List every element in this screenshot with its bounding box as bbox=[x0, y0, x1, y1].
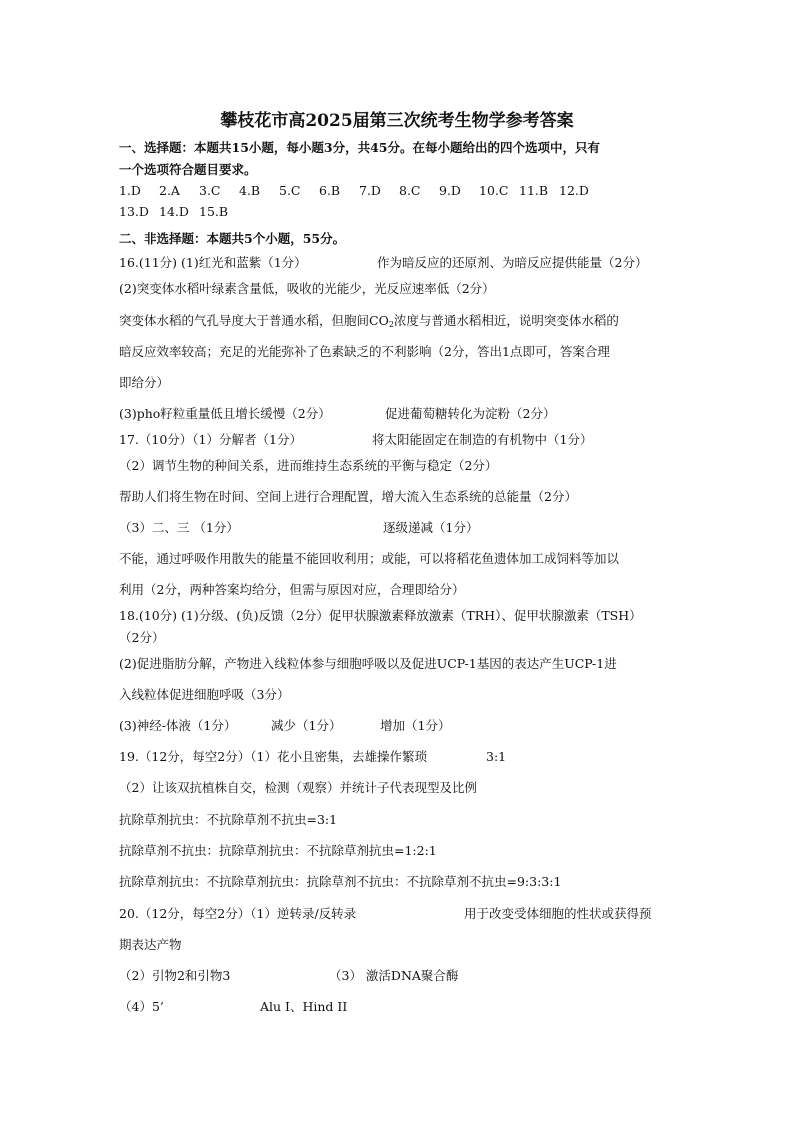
q20-line4 bbox=[119, 999, 348, 1015]
q17-part1-second: 将太阳能固定在制造的有机物中（1分） bbox=[372, 432, 593, 447]
q19-line2: （2）让该双抗植株自交，检测（观察）并统计子代表现型及比例 bbox=[119, 780, 477, 795]
q20-line2: 期表达产物 bbox=[119, 937, 182, 952]
section1-heading-line2: 一个选项符合题目要求。 bbox=[119, 162, 257, 177]
q17-part1: 17.（10分）（1）分解者（1分） bbox=[119, 432, 302, 447]
mcq-answer: 2.A bbox=[159, 183, 180, 198]
q20-part3: （3） 激活DNA聚合酶 bbox=[329, 968, 459, 983]
mcq-answer: 9.D bbox=[439, 183, 461, 198]
co2-subscript: 2 bbox=[388, 320, 394, 329]
q18-line1: 18.(10分) (1)分级、(负)反馈（2分）促甲状腺激素释放激素（TRH）、促甲状腺激素（TSH） bbox=[119, 608, 642, 623]
q16-line6 bbox=[119, 406, 556, 422]
q20-part1: 20.（12分，每空2分）（1）逆转录/反转录 bbox=[119, 906, 357, 921]
q18-line5 bbox=[119, 718, 451, 734]
mcq-answer: 3.C bbox=[199, 183, 221, 198]
mcq-answer: 15.B bbox=[199, 204, 229, 219]
mcq-answer: 5.C bbox=[279, 183, 301, 198]
q19-part1: 19.（12分，每空2分）（1）花小且密集，去雄操作繁琐 bbox=[119, 749, 427, 764]
mcq-answer: 4.B bbox=[239, 183, 261, 198]
q16-part3: (3)pho籽粒重量低且增长缓慢（2分） bbox=[119, 406, 331, 421]
section1-heading-line1: 一、选择题：本题共15小题，每小题3分，共45分。在每小题给出的四个选项中，只有 bbox=[119, 140, 600, 155]
q19-line4: 抗除草剂不抗虫：抗除草剂抗虫：不抗除草剂抗虫=1:2:1 bbox=[119, 843, 437, 858]
q16-part1-second: 作为暗反应的还原剂、为暗反应提供能量（2分） bbox=[377, 255, 648, 270]
q17-line5: 不能，通过呼吸作用散失的能量不能回收利用；或能，可以将稻花鱼遗体加工成饲料等加以 bbox=[119, 551, 620, 566]
q16-line3 bbox=[119, 313, 619, 333]
q19-line5: 抗除草剂抗虫：不抗除草剂抗虫：抗除草剂不抗虫：不抗除草剂不抗虫=9:3:3:1 bbox=[119, 874, 562, 889]
mcq-answer: 6.B bbox=[319, 183, 341, 198]
q16-line3-post: 浓度与普通水稻相近，说明突变体水稻的 bbox=[393, 313, 619, 328]
mcq-answer: 8.C bbox=[399, 183, 421, 198]
q18-line2: （2分） bbox=[119, 630, 165, 645]
q18-part3: (3)神经-体液（1分） bbox=[119, 718, 237, 733]
mcq-answer: 11.B bbox=[519, 183, 549, 198]
q17-line1 bbox=[119, 432, 593, 448]
q16-line3-pre: 突变体水稻的气孔导度大于普通水稻，但胞间CO bbox=[119, 313, 389, 328]
q20-part4: （4）5’ bbox=[119, 999, 164, 1014]
q16-line1 bbox=[119, 255, 648, 271]
q17-part3-second: 逐级递减（1分） bbox=[383, 520, 479, 535]
mcq-answers-row1 bbox=[119, 183, 599, 199]
q17-line4 bbox=[119, 520, 479, 536]
mcq-answer: 13.D bbox=[119, 204, 149, 219]
q16-line5: 即给分） bbox=[119, 375, 170, 390]
q19-line3: 抗除草剂抗虫：不抗除草剂不抗虫=3:1 bbox=[119, 812, 338, 827]
mcq-answer: 10.C bbox=[479, 183, 509, 198]
q20-line1 bbox=[119, 906, 652, 922]
q17-part3: （3）二、三 （1分） bbox=[119, 520, 239, 535]
q18-line3: (2)促进脂肪分解，产物进入线粒体参与细胞呼吸以及促进UCP-1基因的表达产生UCP-1进 bbox=[119, 656, 617, 671]
page-title: 攀枝花市高2025届第三次统考生物学参考答案 bbox=[220, 111, 574, 131]
q19-line1 bbox=[119, 749, 507, 765]
q19-part1-second: 3:1 bbox=[486, 749, 507, 764]
q16-part1: 16.(11分) (1)红光和蓝紫（1分） bbox=[119, 255, 307, 270]
q16-line4: 暗反应效率较高；充足的光能弥补了色素缺乏的不利影响（2分，答出1点即可，答案合理 bbox=[119, 344, 610, 359]
q20-part4-second: Alu I、Hind II bbox=[260, 999, 348, 1014]
mcq-answer: 14.D bbox=[159, 204, 189, 219]
mcq-answer: 7.D bbox=[359, 183, 381, 198]
q18-line4: 入线粒体促进细胞呼吸（3分） bbox=[119, 687, 290, 702]
q17-line3: 帮助人们将生物在时间、空间上进行合理配置，增大流入生态系统的总能量（2分） bbox=[119, 489, 577, 504]
q20-part1-second: 用于改变受体细胞的性状或获得预 bbox=[464, 906, 652, 921]
q18-part3-third: 增加（1分） bbox=[380, 718, 451, 733]
q20-line3 bbox=[119, 968, 459, 984]
q20-part2: （2）引物2和引物3 bbox=[119, 968, 231, 983]
mcq-answers-row2 bbox=[119, 204, 239, 220]
q18-part3-second: 减少（1分） bbox=[271, 718, 342, 733]
q17-line6: 利用（2分，两种答案均给分，但需与原因对应，合理即给分） bbox=[119, 582, 465, 597]
mcq-answer: 1.D bbox=[119, 183, 141, 198]
q16-part3-second: 促进葡萄糖转化为淀粉（2分） bbox=[385, 406, 556, 421]
q17-line2: （2）调节生物的种间关系，进而维持生态系统的平衡与稳定（2分） bbox=[119, 458, 498, 473]
mcq-answer: 12.D bbox=[559, 183, 589, 198]
q16-line2: (2)突变体水稻叶绿素含量低，吸收的光能少，光反应速率低（2分） bbox=[119, 281, 495, 296]
section2-heading: 二、非选择题：本题共5个小题，55分。 bbox=[119, 231, 346, 246]
